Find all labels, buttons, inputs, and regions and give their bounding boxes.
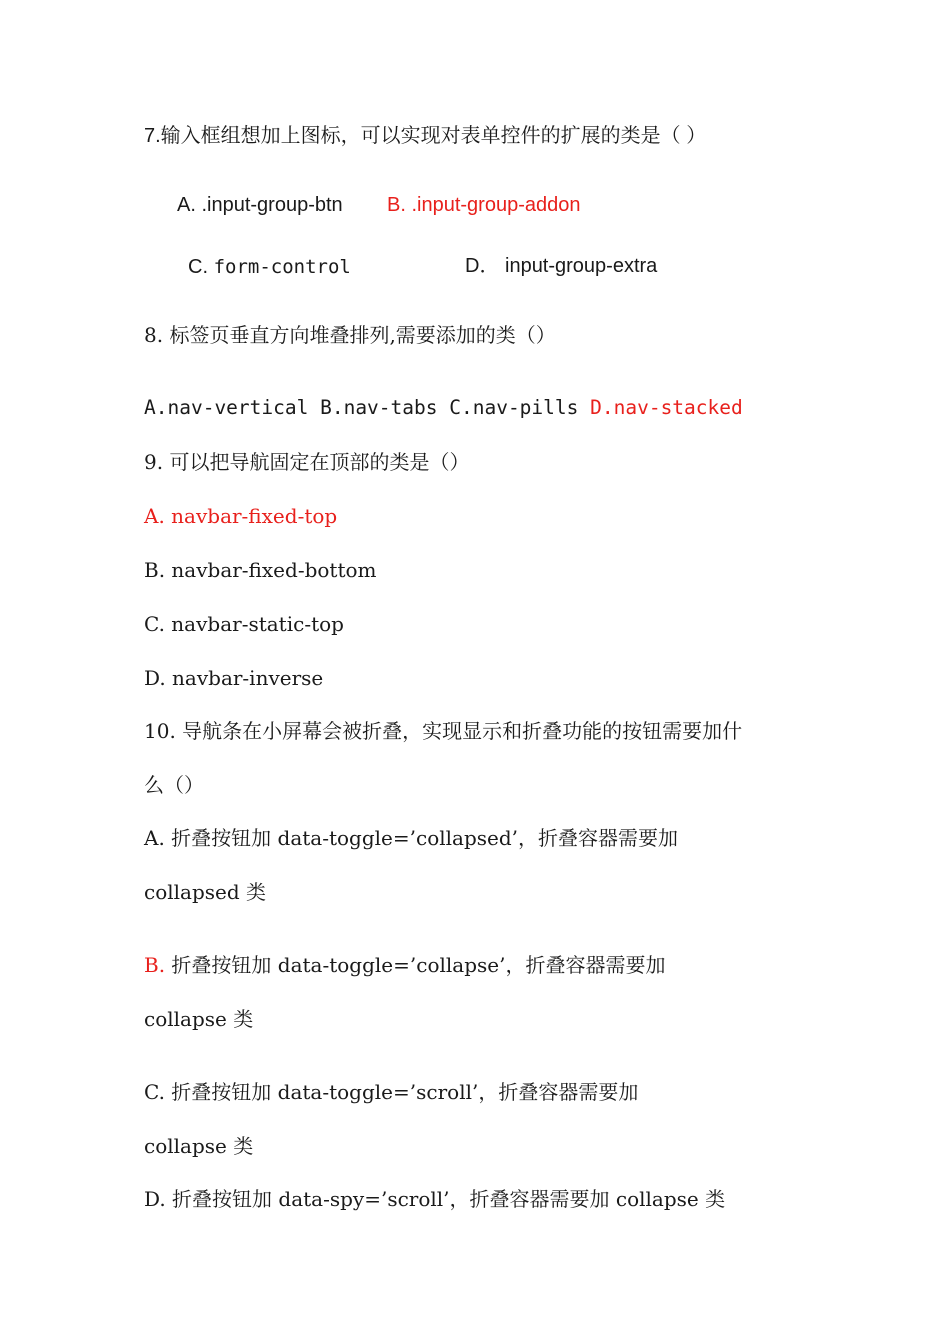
q7-option-b-correct: B. .input-group-addon	[387, 194, 581, 216]
q10-option-c-line1: C. 折叠按钮加 data-toggle=’scroll’，折叠容器需要加	[144, 1080, 639, 1104]
question-9: 9. 可以把导航固定在顶部的类是（）	[144, 450, 470, 474]
q8-option-d-correct: D.nav-stacked	[590, 396, 743, 419]
q10-option-b-text: 折叠按钮加 data-toggle=’collapse’，折叠容器需要加	[165, 953, 666, 977]
q10-option-b-letter-correct: B.	[144, 953, 166, 977]
q9-option-a-correct: A. navbar-fixed-top	[144, 504, 338, 528]
q10-option-b-line1	[144, 953, 665, 977]
q7-option-c-code: form-control	[213, 256, 351, 278]
question-8: 8. 标签页垂直方向堆叠排列,需要添加的类（）	[144, 323, 556, 347]
q7-option-a: A. .input-group-btn	[177, 194, 343, 216]
question-7: 7.输入框组想加上图标，可以实现对表单控件的扩展的类是（ ）	[144, 125, 707, 147]
q7-option-c-label: C.	[188, 256, 214, 278]
q10-option-a-line1: A. 折叠按钮加 data-toggle=’collapsed’，折叠容器需要加	[144, 826, 679, 850]
q10-option-c-line2: collapse 类	[144, 1134, 254, 1158]
q7-option-d: D． input-group-extra	[465, 255, 658, 277]
q8-options	[144, 396, 743, 420]
question-10-line1: 10. 导航条在小屏幕会被折叠，实现显示和折叠功能的按钮需要加什	[144, 719, 743, 743]
q10-option-a-line2: collapsed 类	[144, 880, 267, 904]
q8-options-plain: A.nav-vertical B.nav-tabs C.nav-pills	[144, 396, 591, 419]
q9-option-c: C. navbar-static-top	[144, 612, 344, 636]
q10-option-d-line1: D. 折叠按钮加 data-spy=’scroll’，折叠容器需要加 collapse 类	[144, 1187, 726, 1211]
q9-option-d: D. navbar-inverse	[144, 666, 324, 690]
q9-option-b: B. navbar-fixed-bottom	[144, 558, 377, 582]
question-10-line2: 么（）	[144, 773, 204, 797]
q7-option-c	[188, 254, 351, 279]
q10-option-b-line2: collapse 类	[144, 1007, 254, 1031]
